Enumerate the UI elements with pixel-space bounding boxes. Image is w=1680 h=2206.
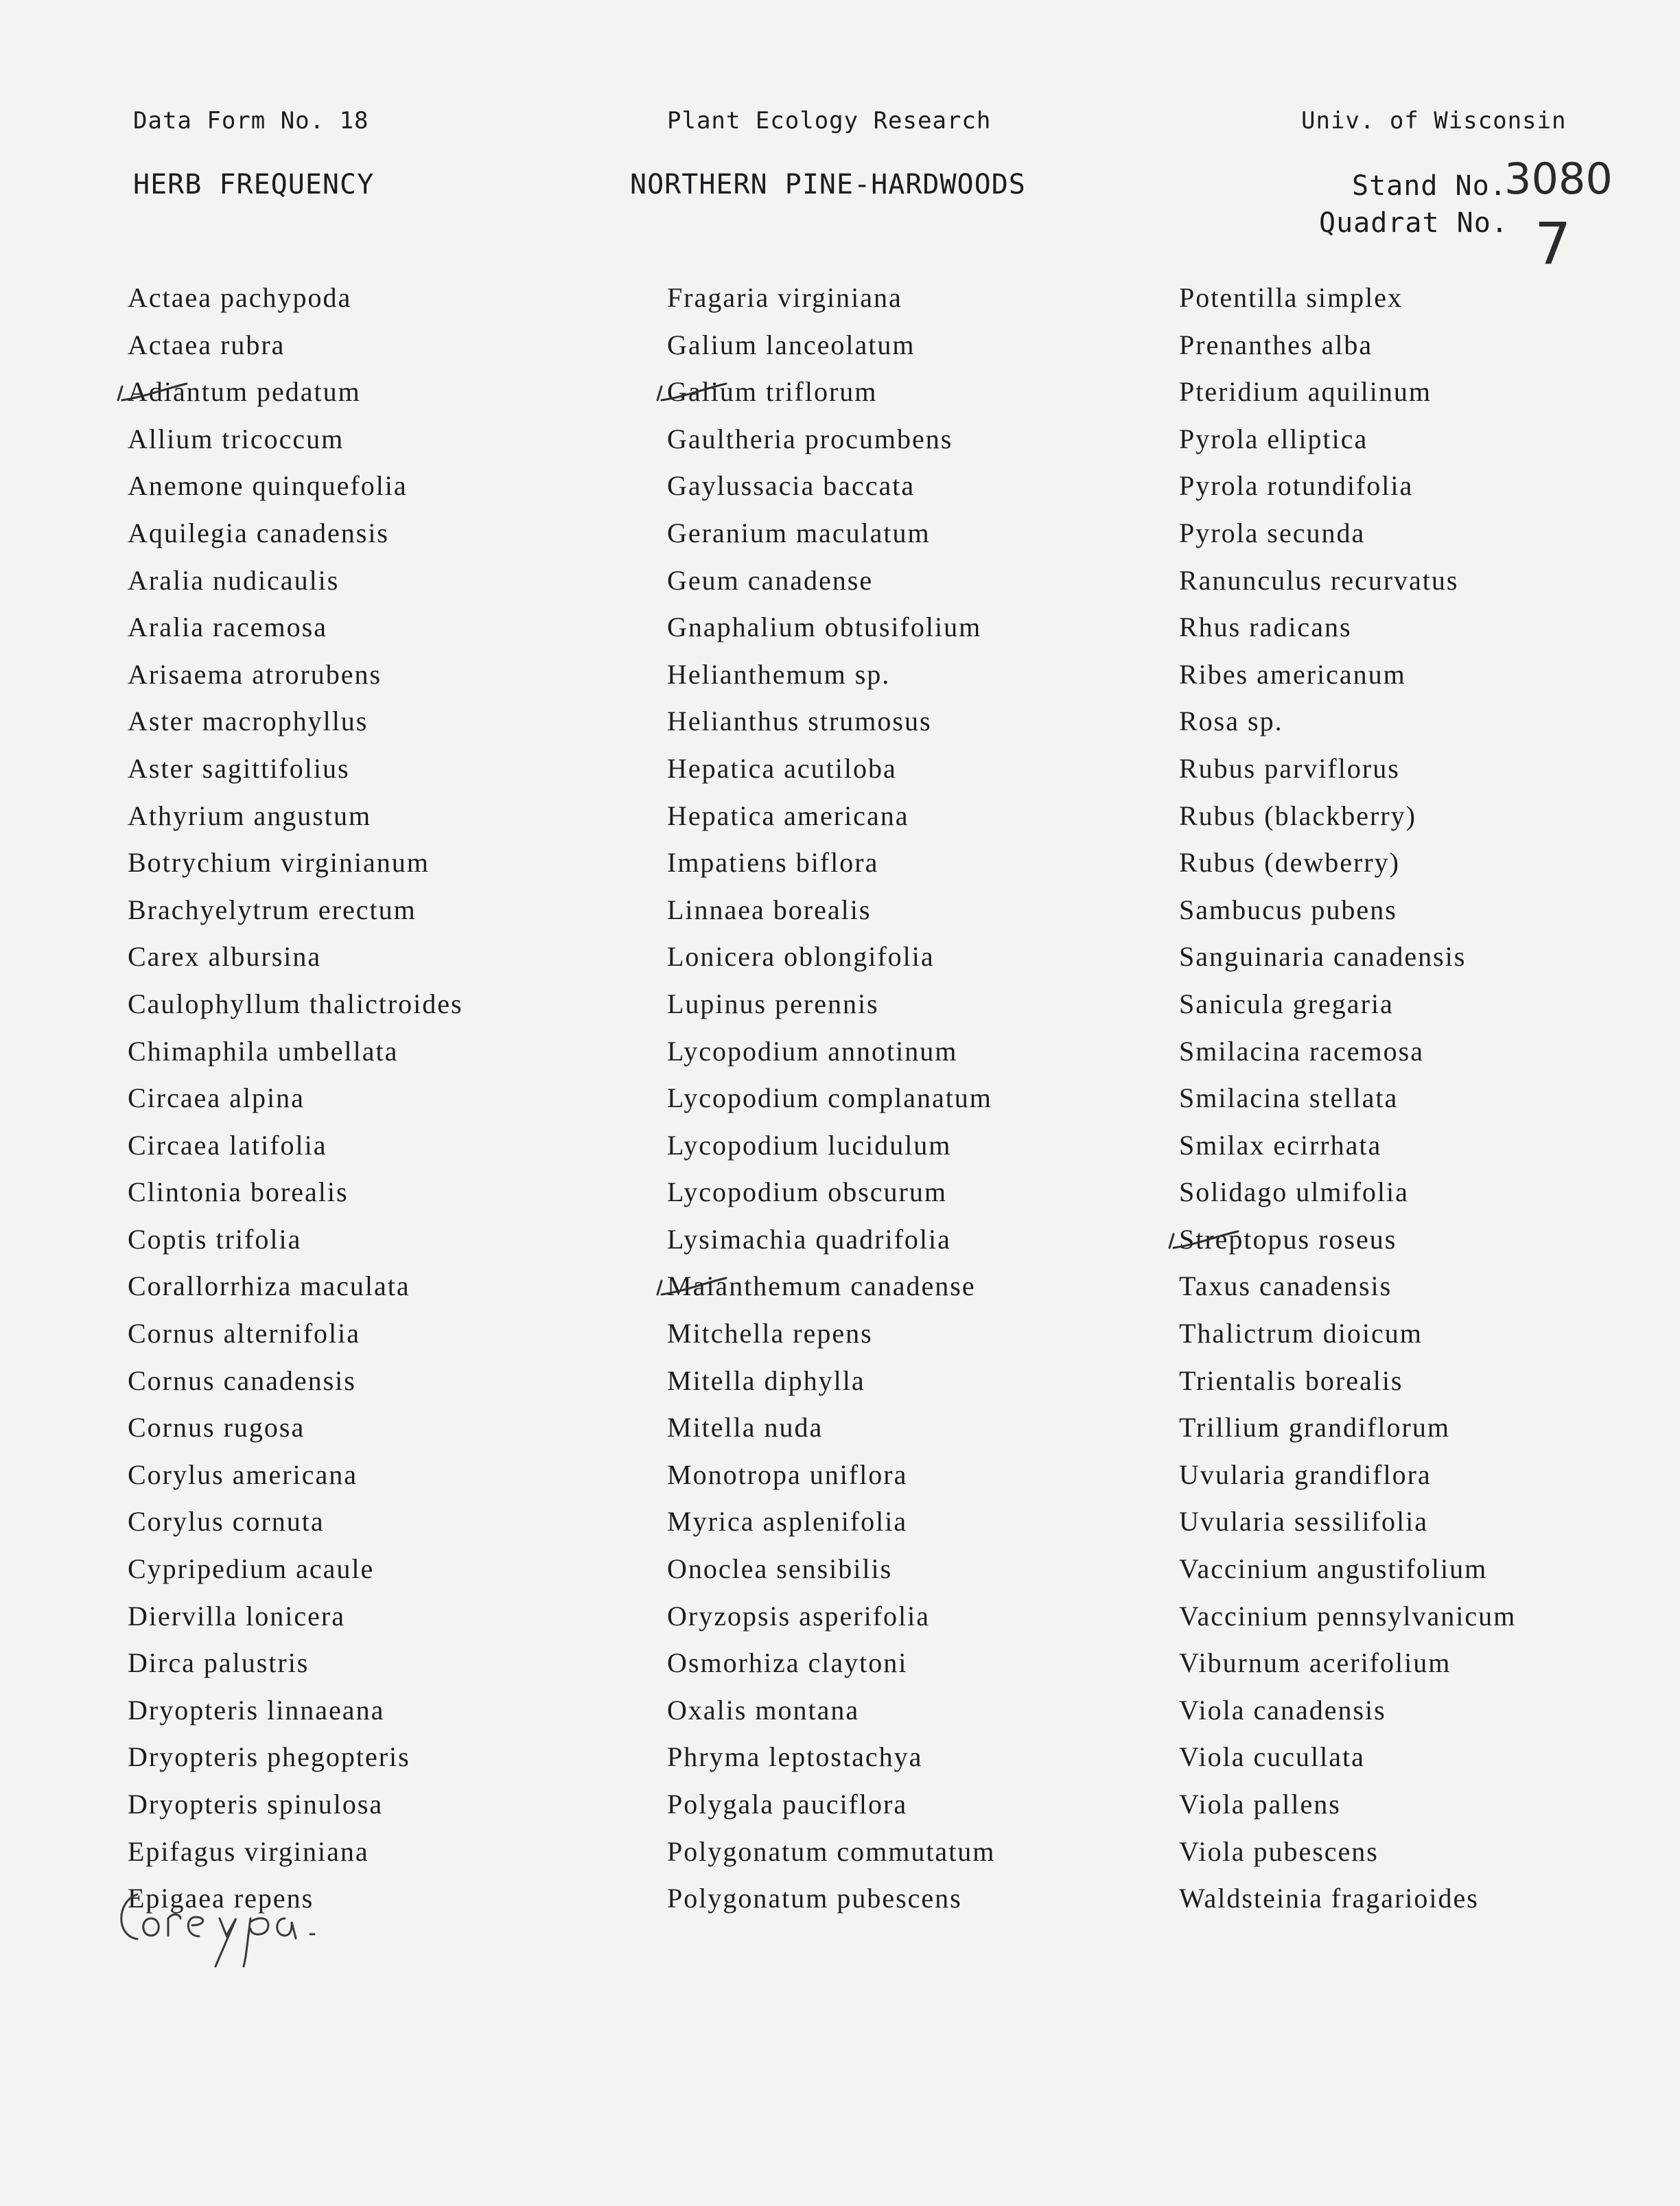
species-name: Aster sagittifolius bbox=[128, 752, 350, 784]
species-name: Viola canadensis bbox=[1179, 1694, 1386, 1726]
species-name: Trillium grandiflorum bbox=[1179, 1412, 1450, 1443]
species-name: Galium triflorum bbox=[667, 376, 878, 408]
species-name: Impatiens biflora bbox=[667, 847, 879, 879]
species-item bbox=[667, 322, 1189, 369]
species-item bbox=[1179, 887, 1680, 934]
species-name: Rubus parviflorus bbox=[1179, 752, 1400, 784]
species-name: Gaultheria procumbens bbox=[667, 423, 953, 454]
species-name: Athyrium angustum bbox=[128, 800, 372, 831]
community-title: NORTHERN PINE-HARDWOODS bbox=[630, 169, 1026, 200]
species-name: Aquilegia canadensis bbox=[128, 517, 389, 548]
species-name: Diervilla lonicera bbox=[128, 1600, 345, 1632]
stand-number: 3080 bbox=[1504, 154, 1613, 204]
species-name: Oryzopsis asperifolia bbox=[667, 1600, 931, 1632]
species-name: Rubus (blackberry) bbox=[1179, 800, 1416, 831]
species-name: Aralia racemosa bbox=[128, 612, 327, 643]
species-item bbox=[1179, 1404, 1680, 1452]
species-name: Hepatica americana bbox=[667, 800, 909, 831]
species-item bbox=[128, 1169, 649, 1216]
species-name: Geranium maculatum bbox=[667, 517, 931, 548]
species-name: Pyrola elliptica bbox=[1179, 423, 1368, 454]
species-item bbox=[667, 1122, 1189, 1170]
species-item bbox=[1179, 1640, 1680, 1687]
species-name: Helianthus strumosus bbox=[667, 706, 932, 737]
species-item bbox=[128, 463, 649, 510]
species-name: Rosa sp. bbox=[1179, 706, 1283, 737]
species-item bbox=[128, 416, 649, 463]
species-item bbox=[128, 510, 649, 557]
handwritten-note-scribble bbox=[110, 1881, 357, 1997]
species-name: Dirca palustris bbox=[128, 1647, 310, 1679]
species-item bbox=[1179, 1075, 1680, 1122]
species-item bbox=[667, 1310, 1189, 1358]
species-name: Uvularia sessilifolia bbox=[1179, 1506, 1429, 1537]
species-name: Mitchella repens bbox=[667, 1318, 873, 1349]
species-item bbox=[128, 1828, 649, 1876]
species-item bbox=[667, 604, 1189, 651]
species-name: Clintonia borealis bbox=[128, 1176, 349, 1208]
species-name: Coptis trifolia bbox=[128, 1223, 302, 1255]
species-item bbox=[128, 1452, 649, 1499]
species-name: Dryopteris phegopteris bbox=[128, 1741, 410, 1773]
species-item bbox=[1179, 1875, 1680, 1923]
handwritten-note bbox=[110, 1881, 357, 2001]
species-item bbox=[667, 1404, 1189, 1452]
species-item bbox=[667, 1263, 1189, 1310]
species-name: Hepatica acutiloba bbox=[667, 752, 897, 784]
species-item bbox=[1179, 604, 1680, 651]
species-name: Monotropa uniflora bbox=[667, 1459, 908, 1490]
species-name: Mitella diphylla bbox=[667, 1365, 865, 1396]
species-name: Taxus canadensis bbox=[1179, 1270, 1392, 1302]
species-item bbox=[1179, 651, 1680, 699]
species-item bbox=[128, 1498, 649, 1546]
species-name: Galium lanceolatum bbox=[667, 329, 915, 360]
species-item bbox=[667, 463, 1189, 510]
species-name: Prenanthes alba bbox=[1179, 329, 1373, 360]
species-name: Mitella nuda bbox=[667, 1412, 824, 1443]
species-name: Solidago ulmifolia bbox=[1179, 1176, 1409, 1208]
species-item bbox=[1179, 1216, 1680, 1264]
species-item bbox=[1179, 1452, 1680, 1499]
species-item bbox=[667, 698, 1189, 745]
species-name: Carex albursina bbox=[128, 941, 322, 973]
species-name: Pyrola rotundifolia bbox=[1179, 470, 1414, 502]
species-item bbox=[667, 1640, 1189, 1687]
species-name: Streptopus roseus bbox=[1179, 1223, 1397, 1255]
species-name: Vaccinium angustifolium bbox=[1179, 1553, 1488, 1585]
stand-label: Stand No. bbox=[1352, 170, 1507, 202]
species-item bbox=[128, 1310, 649, 1358]
species-name: Sanguinaria canadensis bbox=[1179, 941, 1467, 973]
species-item bbox=[128, 1404, 649, 1452]
species-name: Lycopodium complanatum bbox=[667, 1082, 992, 1114]
species-item bbox=[128, 698, 649, 745]
species-name: Waldsteinia fragarioides bbox=[1179, 1883, 1479, 1914]
species-item bbox=[667, 745, 1189, 793]
species-name: Thalictrum dioicum bbox=[1179, 1318, 1423, 1349]
species-list bbox=[667, 275, 1189, 1923]
organization: Plant Ecology Research bbox=[667, 107, 992, 135]
species-item bbox=[1179, 981, 1680, 1028]
quadrat-label: Quadrat No. bbox=[1319, 207, 1508, 239]
species-name: Epifagus virginiana bbox=[128, 1835, 369, 1867]
species-list bbox=[128, 275, 649, 1923]
species-item bbox=[1179, 793, 1680, 840]
species-name: Rubus (dewberry) bbox=[1179, 847, 1400, 879]
species-item bbox=[1179, 1498, 1680, 1546]
species-name: Chimaphila umbellata bbox=[128, 1035, 399, 1067]
species-name: Cornus rugosa bbox=[128, 1412, 305, 1443]
species-name: Fragaria virginiana bbox=[667, 282, 902, 313]
species-item bbox=[1179, 463, 1680, 510]
species-column-1 bbox=[128, 275, 649, 1923]
species-item bbox=[1179, 1734, 1680, 1781]
species-item bbox=[667, 1169, 1189, 1216]
species-item bbox=[128, 933, 649, 981]
species-item bbox=[667, 1546, 1189, 1593]
species-item bbox=[1179, 1122, 1680, 1170]
species-item bbox=[1179, 322, 1680, 369]
species-name: Corylus americana bbox=[128, 1459, 358, 1490]
species-name: Circaea alpina bbox=[128, 1082, 305, 1114]
species-item bbox=[1179, 933, 1680, 981]
species-item bbox=[667, 651, 1189, 699]
species-item bbox=[667, 1075, 1189, 1122]
species-name: Circaea latifolia bbox=[128, 1129, 327, 1161]
species-item bbox=[128, 1687, 649, 1734]
species-item bbox=[128, 275, 649, 322]
species-name: Oxalis montana bbox=[667, 1694, 860, 1726]
species-item bbox=[128, 1781, 649, 1828]
species-item bbox=[667, 981, 1189, 1028]
species-item bbox=[128, 981, 649, 1028]
species-item bbox=[128, 651, 649, 699]
species-name: Pyrola secunda bbox=[1179, 517, 1366, 548]
species-name: Lonicera oblongifolia bbox=[667, 941, 935, 973]
species-item bbox=[1179, 557, 1680, 605]
species-item bbox=[667, 1028, 1189, 1076]
species-name: Arisaema atrorubens bbox=[128, 658, 382, 690]
species-name: Aster macrophyllus bbox=[128, 706, 369, 737]
species-item bbox=[667, 1498, 1189, 1546]
species-name: Polygonatum pubescens bbox=[667, 1883, 962, 1914]
species-item bbox=[667, 275, 1189, 322]
species-column-2 bbox=[667, 275, 1189, 1923]
species-name: Aralia nudicaulis bbox=[128, 564, 340, 596]
species-item bbox=[128, 604, 649, 651]
species-item bbox=[667, 1687, 1189, 1734]
species-item bbox=[128, 1640, 649, 1687]
species-item bbox=[1179, 745, 1680, 793]
species-item bbox=[128, 1263, 649, 1310]
species-item bbox=[667, 887, 1189, 934]
species-name: Botrychium virginianum bbox=[128, 847, 430, 879]
species-item bbox=[1179, 1169, 1680, 1216]
species-item bbox=[667, 369, 1189, 416]
species-item bbox=[667, 1781, 1189, 1828]
species-item bbox=[1179, 510, 1680, 557]
species-name: Smilax ecirrhata bbox=[1179, 1129, 1382, 1161]
species-name: Rhus radicans bbox=[1179, 612, 1352, 643]
quadrat-number: 7 bbox=[1535, 210, 1572, 277]
species-item bbox=[128, 1122, 649, 1170]
species-name: Myrica asplenifolia bbox=[667, 1506, 908, 1537]
species-name: Dryopteris spinulosa bbox=[128, 1789, 384, 1820]
species-item bbox=[667, 1452, 1189, 1499]
species-name: Anemone quinquefolia bbox=[128, 470, 408, 502]
species-name: Allium tricoccum bbox=[128, 423, 345, 454]
species-item bbox=[128, 1028, 649, 1076]
species-name: Viola pubescens bbox=[1179, 1835, 1379, 1867]
species-name: Pteridium aquilinum bbox=[1179, 376, 1432, 408]
species-item bbox=[128, 322, 649, 369]
species-item bbox=[128, 369, 649, 416]
species-item bbox=[667, 1875, 1189, 1923]
species-name: Osmorhiza claytoni bbox=[667, 1647, 908, 1679]
species-item bbox=[128, 1593, 649, 1640]
species-item bbox=[667, 933, 1189, 981]
species-item bbox=[1179, 1358, 1680, 1405]
species-item bbox=[1179, 275, 1680, 322]
species-item bbox=[1179, 1028, 1680, 1076]
species-name: Adiantum pedatum bbox=[128, 376, 361, 408]
species-item bbox=[1179, 1781, 1680, 1828]
species-item bbox=[667, 1734, 1189, 1781]
species-item bbox=[1179, 1310, 1680, 1358]
species-name: Onoclea sensibilis bbox=[667, 1553, 893, 1585]
species-name: Lysimachia quadrifolia bbox=[667, 1223, 951, 1255]
species-name: Actaea pachypoda bbox=[128, 282, 352, 313]
species-item bbox=[128, 1546, 649, 1593]
species-item bbox=[1179, 369, 1680, 416]
species-name: Dryopteris linnaeana bbox=[128, 1694, 385, 1726]
species-name: Lycopodium obscurum bbox=[667, 1176, 947, 1208]
species-name: Caulophyllum thalictroides bbox=[128, 988, 463, 1019]
species-name: Smilacina racemosa bbox=[1179, 1035, 1424, 1067]
species-name: Ranunculus recurvatus bbox=[1179, 564, 1459, 596]
species-item bbox=[667, 416, 1189, 463]
species-name: Lupinus perennis bbox=[667, 988, 879, 1019]
species-name: Lycopodium annotinum bbox=[667, 1035, 958, 1067]
species-name: Potentilla simplex bbox=[1179, 282, 1403, 313]
university: Univ. of Wisconsin bbox=[1301, 107, 1567, 135]
species-name: Actaea rubra bbox=[128, 329, 285, 360]
species-name: Brachyelytrum erectum bbox=[128, 894, 417, 925]
species-name: Helianthemum sp. bbox=[667, 658, 891, 690]
species-item bbox=[128, 1216, 649, 1264]
species-name: Viola pallens bbox=[1179, 1789, 1341, 1820]
species-item bbox=[667, 1593, 1189, 1640]
species-item bbox=[667, 557, 1189, 605]
species-name: Vaccinium pennsylvanicum bbox=[1179, 1600, 1517, 1632]
species-name: Corylus cornuta bbox=[128, 1506, 325, 1537]
species-name: Viola cucullata bbox=[1179, 1741, 1365, 1773]
species-name: Maianthemum canadense bbox=[667, 1270, 976, 1302]
species-name: Cornus canadensis bbox=[128, 1365, 356, 1396]
species-item bbox=[128, 839, 649, 887]
species-name: Cypripedium acaule bbox=[128, 1553, 375, 1585]
species-item bbox=[1179, 1546, 1680, 1593]
species-item bbox=[1179, 1593, 1680, 1640]
species-name: Trientalis borealis bbox=[1179, 1365, 1403, 1396]
species-name: Epigaea repens bbox=[128, 1883, 314, 1914]
species-name: Polygala pauciflora bbox=[667, 1789, 908, 1820]
species-item bbox=[128, 887, 649, 934]
species-item bbox=[1179, 698, 1680, 745]
species-name: Ribes americanum bbox=[1179, 658, 1406, 690]
species-item bbox=[1179, 1687, 1680, 1734]
species-name: Phryma leptostachya bbox=[667, 1741, 923, 1773]
species-item bbox=[667, 510, 1189, 557]
species-item bbox=[667, 1828, 1189, 1876]
species-name: Sambucus pubens bbox=[1179, 894, 1397, 925]
species-name: Cornus alternifolia bbox=[128, 1318, 361, 1349]
species-list bbox=[1179, 275, 1680, 1923]
species-name: Uvularia grandiflora bbox=[1179, 1459, 1432, 1490]
species-name: Sanicula gregaria bbox=[1179, 988, 1394, 1019]
species-item bbox=[1179, 1263, 1680, 1310]
species-item bbox=[128, 745, 649, 793]
species-item bbox=[667, 1216, 1189, 1264]
species-item bbox=[667, 1358, 1189, 1405]
form-title: HERB FREQUENCY bbox=[133, 169, 375, 200]
species-name: Geum canadense bbox=[667, 564, 874, 596]
species-name: Gaylussacia baccata bbox=[667, 470, 915, 502]
species-name: Corallorrhiza maculata bbox=[128, 1270, 410, 1302]
species-item bbox=[1179, 416, 1680, 463]
species-item bbox=[667, 839, 1189, 887]
species-item bbox=[128, 1734, 649, 1781]
species-item bbox=[1179, 1828, 1680, 1876]
species-column-3 bbox=[1179, 275, 1680, 1923]
species-name: Lycopodium lucidulum bbox=[667, 1129, 952, 1161]
species-item bbox=[128, 793, 649, 840]
species-item bbox=[128, 1358, 649, 1405]
form-number: Data Form No. 18 bbox=[133, 107, 369, 135]
species-name: Polygonatum commutatum bbox=[667, 1835, 996, 1867]
species-name: Gnaphalium obtusifolium bbox=[667, 612, 982, 643]
species-name: Viburnum acerifolium bbox=[1179, 1647, 1451, 1679]
species-name: Linnaea borealis bbox=[667, 894, 872, 925]
species-item bbox=[128, 557, 649, 605]
species-item bbox=[667, 793, 1189, 840]
species-item bbox=[128, 1075, 649, 1122]
species-item bbox=[1179, 839, 1680, 887]
species-name: Smilacina stellata bbox=[1179, 1082, 1399, 1114]
